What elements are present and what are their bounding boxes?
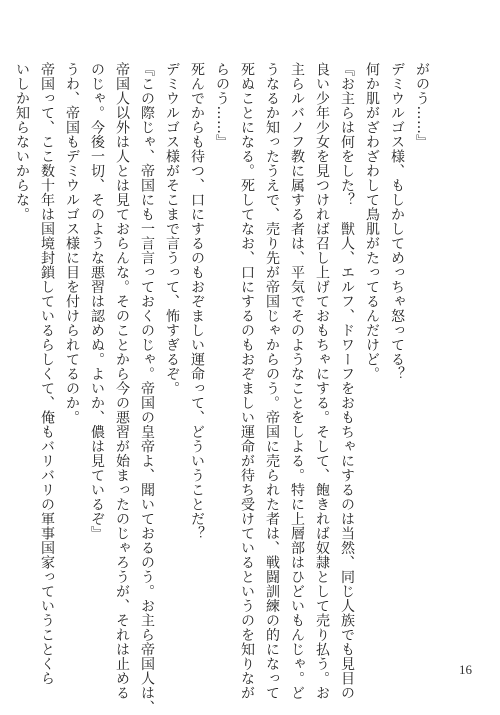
text-line-14: のじゃ。今後一切、そのような悪習は認めぬ。よいか、儂は見ているぞ』 <box>89 62 105 541</box>
text-line-5: 良い少年少女を見つければ召し上げておもちゃにする。そして、飽きれば奴隷として売り払う。お <box>314 62 330 700</box>
text-line-3: 何か肌がざわざわして鳥肌がたってるんだけど。 <box>364 62 380 381</box>
text-line-8: 死ぬことになる。死してなお、口にするのもおぞましい運命が待ち受けているというのを知りなが <box>239 62 255 700</box>
text-line-7: うなるか知ったうえで、売り先が帝国じゃからのう。帝国に売られた者は、戦闘訓練の的になって <box>264 62 280 700</box>
text-line-12: 『この際じゃ、帝国にも一言言っておくのじゃ。帝国の皇帝よ、聞いておるのう。お主ら帝国人は、 <box>139 62 155 715</box>
text-line-6: 主らルバノフ教に属する者は、平気でそのようなことをしよる。特に上層部はひどいもんじゃ。ど <box>289 62 305 700</box>
text-line-13: 帝国人以外は人とは見ておらんな。そのことから今の悪習が始まったのじゃろうが、それは止める <box>114 62 130 700</box>
text-line-17: いしか知らないからな。 <box>14 62 30 222</box>
text-line-15: うわ、帝国もデミウルゴス様に目を付けられてるのか。 <box>64 62 80 425</box>
vertical-text-block <box>14 62 434 715</box>
text-line-16: 帝国って、ここ数十年は国境封鎖しているらしくて、俺もバリバリの軍事国家っていうことくら <box>39 62 55 686</box>
text-line-10: 死んでからも待つ、口にするのもおぞましい運命って、どういうことだ？ <box>189 62 205 541</box>
text-line-9: らのう……』 <box>214 62 230 149</box>
page-number: 16 <box>459 662 472 677</box>
text-line-2: デミウルゴス様、もしかしてめっちゃ怒ってる？ <box>389 62 405 381</box>
text-line-11: デミウルゴス様がそこまで言うって、怖すぎるぞ。 <box>164 62 180 396</box>
text-line-1: がのう……』 <box>414 62 430 149</box>
text-line-4: 『お主らは何をした？ 獣人、エルフ、ドワーフをおもちゃにするのは当然、同じ人族でも見目の <box>339 62 355 700</box>
